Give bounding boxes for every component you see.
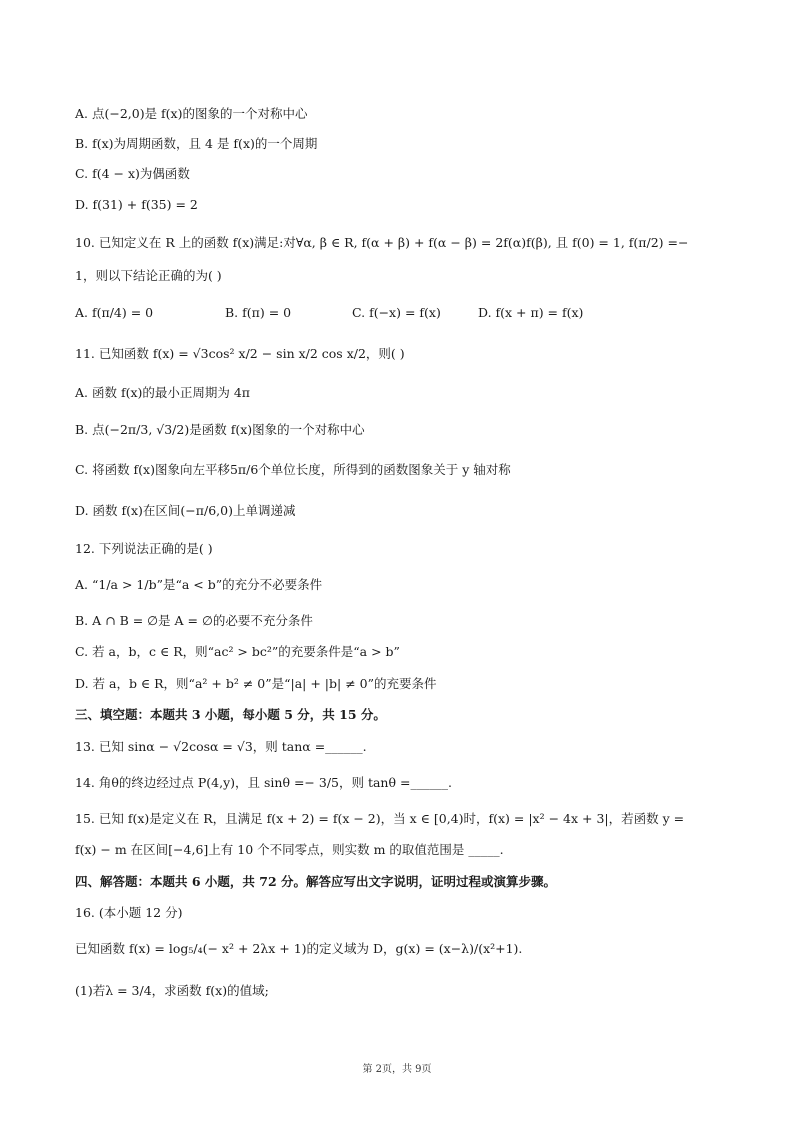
q12-option-d: D. 若 a，b ∈ R，则“a² + b² ≠ 0”是“|a| + |b| ≠ 0”的充要条件 [75,676,437,691]
q15-line2: f(x) − m 在区间[−4,6]上有 10 个不同零点，则实数 m 的取值范围是 _____. [75,842,504,857]
q9-option-d: D. f(31) + f(35) = 2 [75,197,198,212]
q12-option-b: B. A ∩ B = ∅是 A = ∅的必要不充分条件 [75,613,313,628]
q10-option-d: D. f(x + π) = f(x) [478,305,584,320]
q10-stem-line1: 10. 已知定义在 R 上的函数 f(x)满足:对∀α, β ∈ R, f(α + β) + f(α − β) = 2f(α)f(β), 且 f(0) = 1, f(π/2) =− [75,235,689,250]
q12-option-c: C. 若 a，b，c ∈ R，则“ac² > bc²”的充要条件是“a > b” [75,644,400,659]
section4-heading: 四、解答题：本题共 6 小题，共 72 分。解答应写出文字说明，证明过程或演算步骤。 [75,874,557,889]
q11-option-d: D. 函数 f(x)在区间(−π/6,0)上单调递减 [75,503,296,518]
q10-option-b: B. f(π) = 0 [225,305,292,320]
q10-stem-line2: 1，则以下结论正确的为( ) [75,268,222,283]
q11-option-b: B. 点(−2π/3, √3/2)是函数 f(x)图象的一个对称中心 [75,422,365,437]
q12-stem: 12. 下列说法正确的是( ) [75,541,213,556]
q12-option-a: A. “1/a > 1/b”是“a < b”的充分不必要条件 [75,577,323,592]
q9-option-a: A. 点(−2,0)是 f(x)的图象的一个对称中心 [75,106,308,121]
q15-line1: 15. 已知 f(x)是定义在 R，且满足 f(x + 2) = f(x − 2)，当 x ∈ [0,4)时，f(x) = |x² − 4x + 3|，若函数 y = [75,811,685,826]
q16-part1: (1)若λ = 3/4，求函数 f(x)的值域; [75,983,269,998]
q10-option-a: A. f(π/4) = 0 [75,305,154,320]
q13-text: 13. 已知 sinα − √2cosα = √3，则 tanα =______. [75,739,367,754]
q9-option-c: C. f(4 − x)为偶函数 [75,166,190,181]
q16-header: 16. (本小题 12 分) [75,905,183,920]
q11-option-a: A. 函数 f(x)的最小正周期为 4π [75,385,251,400]
q10-options [75,305,725,321]
q11-option-c: C. 将函数 f(x)图象向左平移5π/6个单位长度，所得到的函数图象关于 y 轴对称 [75,462,511,477]
q11-stem: 11. 已知函数 f(x) = √3cos² x/2 − sin x/2 cos x/2，则( ) [75,346,405,361]
page-footer: 第 2页，共 9页 [362,1064,432,1075]
q10-option-c: C. f(−x) = f(x) [352,305,441,320]
q9-option-b: B. f(x)为周期函数，且 4 是 f(x)的一个周期 [75,136,318,151]
section3-heading: 三、填空题：本题共 3 小题，每小题 5 分，共 15 分。 [75,707,386,722]
q14-text: 14. 角θ的终边经过点 P(4,y)，且 sinθ =− 3/5，则 tanθ =______. [75,775,452,790]
q16-stem: 已知函数 f(x) = log₅/₄(− x² + 2λx + 1)的定义域为 D，g(x) = (x−λ)/(x²+1). [75,941,523,956]
